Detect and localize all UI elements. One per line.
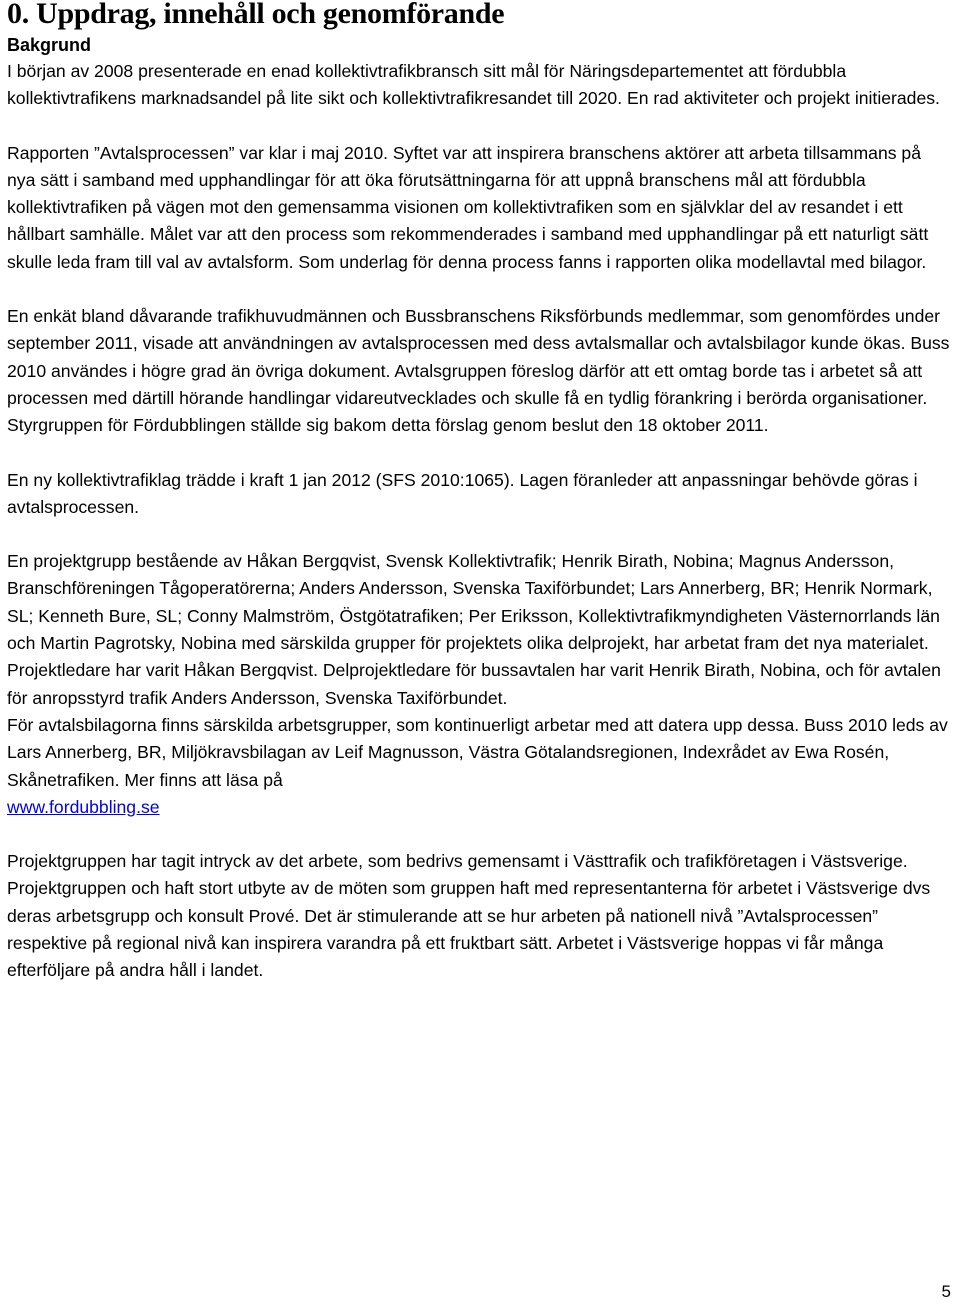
paragraph-intro: I början av 2008 presenterade en enad kollektivtrafikbransch sitt mål för Näringsdepartementet att fördubbla kollektivtrafikens marknadsandel på lite sikt och kollektivtrafikresandet till 2020. En rad aktiviteter och projekt initierades. (7, 61, 940, 109)
page-number: 5 (941, 1282, 951, 1301)
paragraph-kollektivtrafiklag: En ny kollektivtrafiklag trädde i kraft 1 jan 2012 (SFS 2010:1065). Lagen föranleder att anpassningar behövde göras i avtalsprocessen. (7, 469, 918, 517)
paragraph-avtalsprocessen: Rapporten ”Avtalsprocessen” var klar i maj 2010. Syftet var att inspirera branschens aktörer att arbeta tillsammans på nya sätt i samband med upphandlingar för att öka förutsättningarna för att uppnå branschens mål att fördubbla kollektivtrafiken på vägen mot den gemensamma visionen om kollektivtrafiken som en självklar del av resandet i ett hållbart samhälle. Målet var att den process som rekommenderades i samband med upphandlingar på ett naturligt sätt skulle leda fram till val av avtalsform. Som underlag för denna process fanns i rapporten olika modellavtal med bilagor. (7, 142, 929, 272)
section-heading-bakgrund: Bakgrund (7, 35, 92, 55)
paragraph-gap (7, 113, 953, 140)
paragraph-arbetsgrupper (7, 712, 953, 821)
paragraph-gap (7, 821, 953, 848)
document-page (7, 0, 953, 985)
paragraph-vastsverige: Projektgruppen har tagit intryck av det arbete, som bedrivs gemensamt i Västtrafik och trafikföretagen i Västsverige. Projektgruppen och haft stort utbyte av de möten som gruppen haft med representanterna för arbetet i Västsverige dvs deras arbetsgrupp och konsult Prové. Det är stimulerande att se hur arbeten på nationell nivå ”Avtalsprocessen” respektive på regional nivå kan inspirera varandra på ett fruktbart sätt. Arbetet i Västsverige hoppas vi får många efterföljare på andra håll i landet. (7, 851, 931, 981)
paragraph-enkat: En enkät bland dåvarande trafikhuvudmännen och Bussbranschens Riksförbunds medlemmar, som genomfördes under september 2011, visade att användningen av avtalsprocessen med dess avtalsmallar och avtalsbilagor kunde ökas. Buss 2010 användes i högre grad än övriga dokument. Avtalsgruppen föreslog därför att ett omtag borde tas i arbetet så att processen med därtill hörande handlingar vidareutvecklades och skulle få en tydlig förankring i berörda organisationer. Styrgruppen för Fördubblingen ställde sig bakom detta förslag genom beslut den 18 oktober 2011. (7, 306, 950, 436)
fordubbling-link[interactable]: www.fordubbling.se (7, 796, 160, 817)
paragraph-gap (7, 440, 953, 467)
paragraph-gap (7, 521, 953, 548)
paragraph-gap (7, 276, 953, 303)
document-title: 0. Uppdrag, innehåll och genomförande (7, 0, 505, 30)
paragraph-arbetsgrupper-text: För avtalsbilagorna finns särskilda arbetsgrupper, som kontinuerligt arbetar med att datera upp dessa. Buss 2010 leds av Lars Annerberg, BR, Miljökravsbilagan av Leif Magnusson, Västra Götalandsregionen, Indexrådet av Ewa Rosén, Skånetrafiken. Mer finns att läsa på (7, 714, 948, 790)
paragraph-projektgrupp: En projektgrupp bestående av Håkan Bergqvist, Svensk Kollektivtrafik; Henrik Birath, Nobina; Magnus Andersson, Branschföreningen Tågoperatörerna; Anders Andersson, Svenska Taxiförbundet; Lars Annerberg, BR; Henrik Normark, SL; Kenneth Bure, SL; Conny Malmström, Östgötatrafiken; Per Eriksson, Kollektivtrafikmyndigheten Västernorrlands län och Martin Pagrotsky, Nobina med särskilda grupper för projektets olika delprojekt, har arbetat fram det nya materialet. Projektledare har varit Håkan Bergqvist. Delprojektledare för bussavtalen har varit Henrik Birath, Nobina, och för avtalen för anropsstyrd trafik Anders Andersson, Svenska Taxiförbundet. (7, 551, 941, 708)
